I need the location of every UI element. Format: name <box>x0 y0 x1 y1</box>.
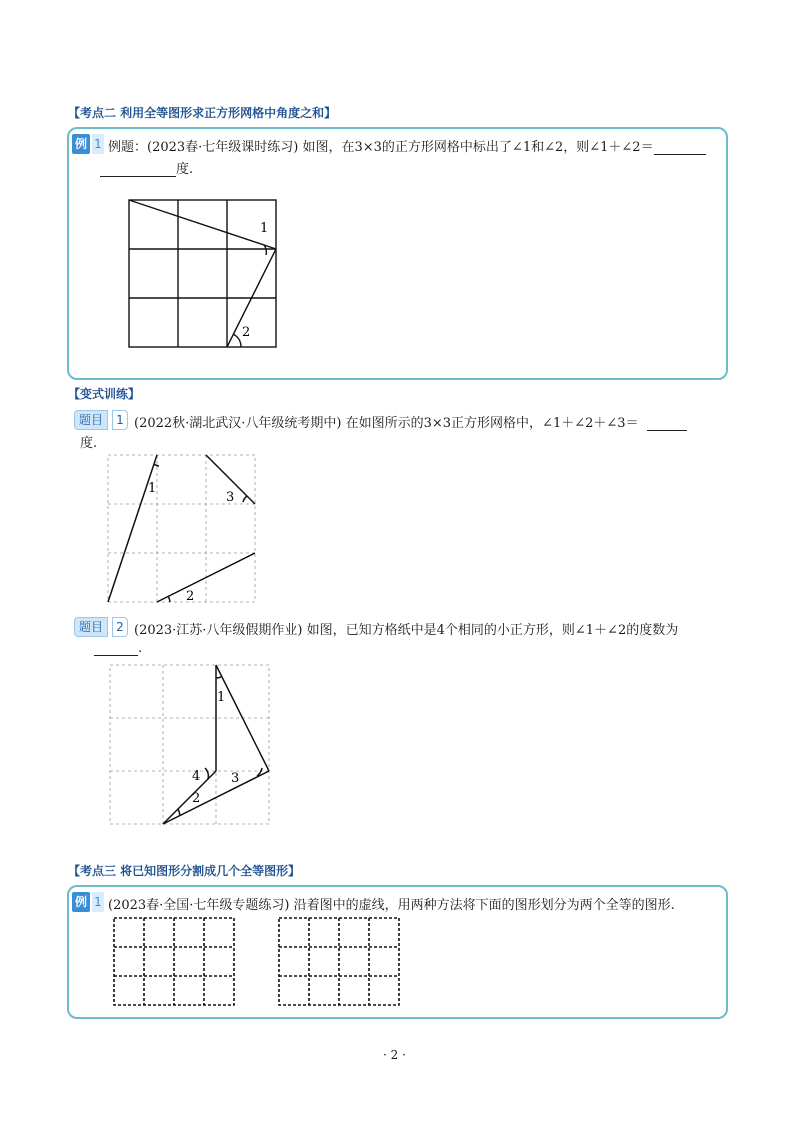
angle-arc-3 <box>243 496 247 502</box>
page-number: · 2 · <box>383 1048 406 1062</box>
section-title-2: 【考点二 利用全等图形求正方形网格中角度之和】 <box>68 106 337 120</box>
figure-dashed-grid-right <box>275 914 405 1009</box>
answer-blank[interactable] <box>654 153 706 155</box>
angle-arc-2 <box>178 809 180 816</box>
answer-blank[interactable] <box>647 429 687 431</box>
answer-blank[interactable] <box>100 175 176 177</box>
example-tag: 例 <box>72 134 90 154</box>
question-text: 例题：(2023春·七年级课时练习) 如图，在3×3的正方形网格中标出了∠1和∠2，则∠1＋∠2＝ <box>108 140 654 155</box>
section-title-variants: 【变式训练】 <box>68 387 141 401</box>
grid-border <box>114 918 234 1005</box>
figure-grid-angles-2 <box>100 450 265 607</box>
example-tag: 例 <box>72 892 90 912</box>
segment <box>129 200 276 249</box>
example-number: 1 <box>92 892 104 912</box>
question-number: 2 <box>112 617 128 637</box>
example-number: 1 <box>92 134 104 154</box>
question-1-line2: 度. <box>80 436 98 451</box>
angle-label-4: 4 <box>192 769 201 784</box>
angle-arc-4 <box>205 768 208 779</box>
angle-label-1: 1 <box>260 221 269 236</box>
grid-border <box>129 200 276 347</box>
grid-border <box>279 918 399 1005</box>
grid-border <box>110 665 269 824</box>
angle-arc-2 <box>168 596 170 602</box>
angle-arc-1 <box>154 464 159 466</box>
angle-label-3: 3 <box>231 771 240 786</box>
figure-dashed-grid-left <box>110 914 240 1009</box>
figure-grid-angles-3 <box>100 660 275 828</box>
question-tag: 题目 <box>74 410 108 430</box>
angle-arc-2 <box>233 334 241 347</box>
question-number: 1 <box>112 410 128 430</box>
angle-label-2: 2 <box>242 325 251 340</box>
angle-arc-1 <box>264 245 266 255</box>
angle-label-2: 2 <box>192 791 201 806</box>
question-2-line2 <box>94 641 142 656</box>
section-title-3: 【考点三 将已知图形分割成几个全等图形】 <box>68 864 301 878</box>
question-tag: 题目 <box>74 617 108 637</box>
example-question-line2 <box>100 158 193 177</box>
question-suffix: . <box>138 641 143 656</box>
angle-label-1: 1 <box>148 481 157 496</box>
example-question <box>108 136 706 155</box>
angle-label-1: 1 <box>217 690 226 705</box>
question-2: (2023·江苏·八年级假期作业) 如图，已知方格纸中是4个相同的小正方形，则∠1＋∠2的度数为 <box>134 623 679 638</box>
question-text: (2022秋·湖北武汉·八年级统考期中) 在如图所示的3×3正方形网格中，∠1＋∠2＋∠3＝ <box>134 416 639 431</box>
example-question: (2023春·全国·七年级专题练习) 沿着图中的虚线，用两种方法将下面的图形划分为两个全等的图形. <box>108 898 675 913</box>
figure-grid-angles-1 <box>120 192 285 352</box>
question-suffix: 度. <box>176 162 194 177</box>
angle-label-3: 3 <box>226 490 235 505</box>
question-1 <box>134 412 687 431</box>
answer-blank[interactable] <box>94 654 138 656</box>
segment <box>108 455 157 602</box>
grid-border <box>108 455 255 602</box>
angle-label-2: 2 <box>186 589 195 604</box>
